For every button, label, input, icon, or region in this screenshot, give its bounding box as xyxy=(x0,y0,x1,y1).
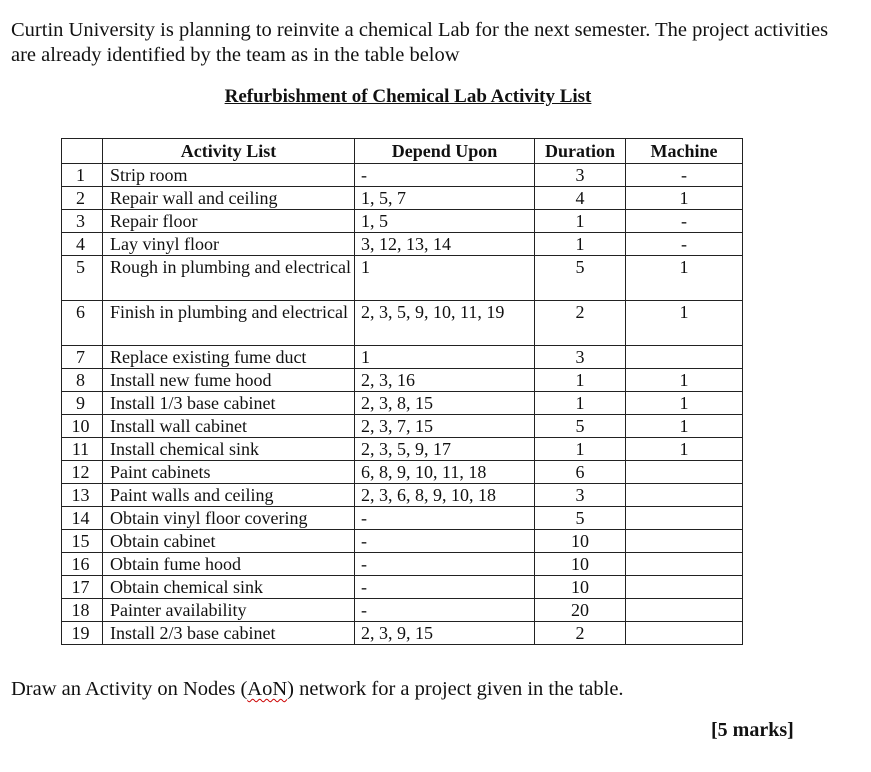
row-depend-upon: 2, 3, 5, 9, 17 xyxy=(355,438,535,461)
row-number: 15 xyxy=(62,530,103,553)
row-number: 7 xyxy=(62,346,103,369)
row-number: 14 xyxy=(62,507,103,530)
row-duration: 3 xyxy=(535,164,626,187)
row-depend-upon: 1, 5, 7 xyxy=(355,187,535,210)
row-machine xyxy=(626,461,743,484)
row-machine: 1 xyxy=(626,187,743,210)
table-header-row xyxy=(62,139,743,164)
row-duration: 2 xyxy=(535,301,626,346)
row-machine: - xyxy=(626,210,743,233)
row-activity: Install 2/3 base cabinet xyxy=(103,622,355,645)
question-text xyxy=(11,678,624,701)
table-row xyxy=(62,210,743,233)
row-machine xyxy=(626,530,743,553)
row-duration: 10 xyxy=(535,553,626,576)
table-row xyxy=(62,507,743,530)
row-activity: Repair wall and ceiling xyxy=(103,187,355,210)
row-depend-upon: 1 xyxy=(355,256,535,301)
table-title: Refurbishment of Chemical Lab Activity List xyxy=(224,86,592,107)
row-machine xyxy=(626,622,743,645)
row-activity: Paint walls and ceiling xyxy=(103,484,355,507)
row-depend-upon: 1 xyxy=(355,346,535,369)
row-machine xyxy=(626,346,743,369)
row-number: 4 xyxy=(62,233,103,256)
row-number: 11 xyxy=(62,438,103,461)
row-activity: Install 1/3 base cabinet xyxy=(103,392,355,415)
table-row xyxy=(62,576,743,599)
row-duration: 1 xyxy=(535,438,626,461)
table-row xyxy=(62,461,743,484)
row-activity: Install chemical sink xyxy=(103,438,355,461)
row-depend-upon: - xyxy=(355,530,535,553)
row-duration: 1 xyxy=(535,233,626,256)
row-machine: - xyxy=(626,233,743,256)
header-depend: Depend Upon xyxy=(355,139,535,164)
row-number: 19 xyxy=(62,622,103,645)
table-row xyxy=(62,415,743,438)
row-duration: 3 xyxy=(535,346,626,369)
table-row xyxy=(62,599,743,622)
row-activity: Rough in plumbing and electrical xyxy=(103,256,355,301)
row-machine: 1 xyxy=(626,415,743,438)
row-duration: 6 xyxy=(535,461,626,484)
header-machine: Machine xyxy=(626,139,743,164)
row-duration: 3 xyxy=(535,484,626,507)
row-machine: - xyxy=(626,164,743,187)
table-row xyxy=(62,187,743,210)
activity-table xyxy=(61,138,743,645)
row-depend-upon: - xyxy=(355,553,535,576)
question-text-after: ) network for a project given in the table. xyxy=(287,678,624,700)
row-activity: Replace existing fume duct xyxy=(103,346,355,369)
row-machine xyxy=(626,507,743,530)
row-activity: Obtain vinyl floor covering xyxy=(103,507,355,530)
row-activity: Strip room xyxy=(103,164,355,187)
row-machine xyxy=(626,576,743,599)
row-duration: 5 xyxy=(535,507,626,530)
row-depend-upon: 2, 3, 7, 15 xyxy=(355,415,535,438)
row-number: 8 xyxy=(62,369,103,392)
row-number: 6 xyxy=(62,301,103,346)
table-row xyxy=(62,553,743,576)
row-activity: Install wall cabinet xyxy=(103,415,355,438)
row-depend-upon: 2, 3, 16 xyxy=(355,369,535,392)
table-row xyxy=(62,530,743,553)
row-duration: 5 xyxy=(535,415,626,438)
row-machine: 1 xyxy=(626,392,743,415)
row-number: 2 xyxy=(62,187,103,210)
row-depend-upon: 6, 8, 9, 10, 11, 18 xyxy=(355,461,535,484)
header-number xyxy=(62,139,103,164)
row-depend-upon: 2, 3, 8, 15 xyxy=(355,392,535,415)
row-number: 10 xyxy=(62,415,103,438)
row-machine: 1 xyxy=(626,301,743,346)
row-depend-upon: - xyxy=(355,599,535,622)
table-row xyxy=(62,164,743,187)
row-duration: 2 xyxy=(535,622,626,645)
row-activity: Paint cabinets xyxy=(103,461,355,484)
row-depend-upon: - xyxy=(355,164,535,187)
row-duration: 1 xyxy=(535,392,626,415)
table-row xyxy=(62,438,743,461)
row-number: 16 xyxy=(62,553,103,576)
table-row xyxy=(62,346,743,369)
row-depend-upon: 2, 3, 5, 9, 10, 11, 19 xyxy=(355,301,535,346)
row-activity: Finish in plumbing and electrical xyxy=(103,301,355,346)
row-activity: Painter availability xyxy=(103,599,355,622)
row-machine: 1 xyxy=(626,438,743,461)
row-machine: 1 xyxy=(626,256,743,301)
question-abbr: AoN xyxy=(247,678,288,700)
row-duration: 5 xyxy=(535,256,626,301)
row-activity: Obtain chemical sink xyxy=(103,576,355,599)
row-machine xyxy=(626,484,743,507)
question-text-before: Draw an Activity on Nodes ( xyxy=(11,678,248,700)
row-activity: Lay vinyl floor xyxy=(103,233,355,256)
marks-label: [5 marks] xyxy=(711,719,794,741)
row-number: 17 xyxy=(62,576,103,599)
row-activity: Obtain fume hood xyxy=(103,553,355,576)
row-duration: 10 xyxy=(535,530,626,553)
row-number: 5 xyxy=(62,256,103,301)
table-row xyxy=(62,233,743,256)
table-row xyxy=(62,369,743,392)
table-row xyxy=(62,301,743,346)
table-row xyxy=(62,622,743,645)
row-activity: Install new fume hood xyxy=(103,369,355,392)
row-number: 18 xyxy=(62,599,103,622)
row-depend-upon: 3, 12, 13, 14 xyxy=(355,233,535,256)
intro-paragraph: Curtin University is planning to reinvite a chemical Lab for the next semester. The project activities are already identified by the team as in the table below xyxy=(11,19,829,66)
row-duration: 1 xyxy=(535,369,626,392)
table-row xyxy=(62,256,743,301)
row-depend-upon: - xyxy=(355,576,535,599)
row-duration: 10 xyxy=(535,576,626,599)
row-activity: Repair floor xyxy=(103,210,355,233)
row-number: 9 xyxy=(62,392,103,415)
row-number: 13 xyxy=(62,484,103,507)
row-duration: 20 xyxy=(535,599,626,622)
row-depend-upon: 1, 5 xyxy=(355,210,535,233)
row-duration: 1 xyxy=(535,210,626,233)
table-row xyxy=(62,484,743,507)
table-row xyxy=(62,392,743,415)
row-number: 1 xyxy=(62,164,103,187)
row-activity: Obtain cabinet xyxy=(103,530,355,553)
row-machine xyxy=(626,553,743,576)
row-duration: 4 xyxy=(535,187,626,210)
header-activity: Activity List xyxy=(103,139,355,164)
row-depend-upon: 2, 3, 6, 8, 9, 10, 18 xyxy=(355,484,535,507)
row-machine: 1 xyxy=(626,369,743,392)
row-machine xyxy=(626,599,743,622)
row-depend-upon: - xyxy=(355,507,535,530)
row-number: 3 xyxy=(62,210,103,233)
row-depend-upon: 2, 3, 9, 15 xyxy=(355,622,535,645)
header-duration: Duration xyxy=(535,139,626,164)
row-number: 12 xyxy=(62,461,103,484)
